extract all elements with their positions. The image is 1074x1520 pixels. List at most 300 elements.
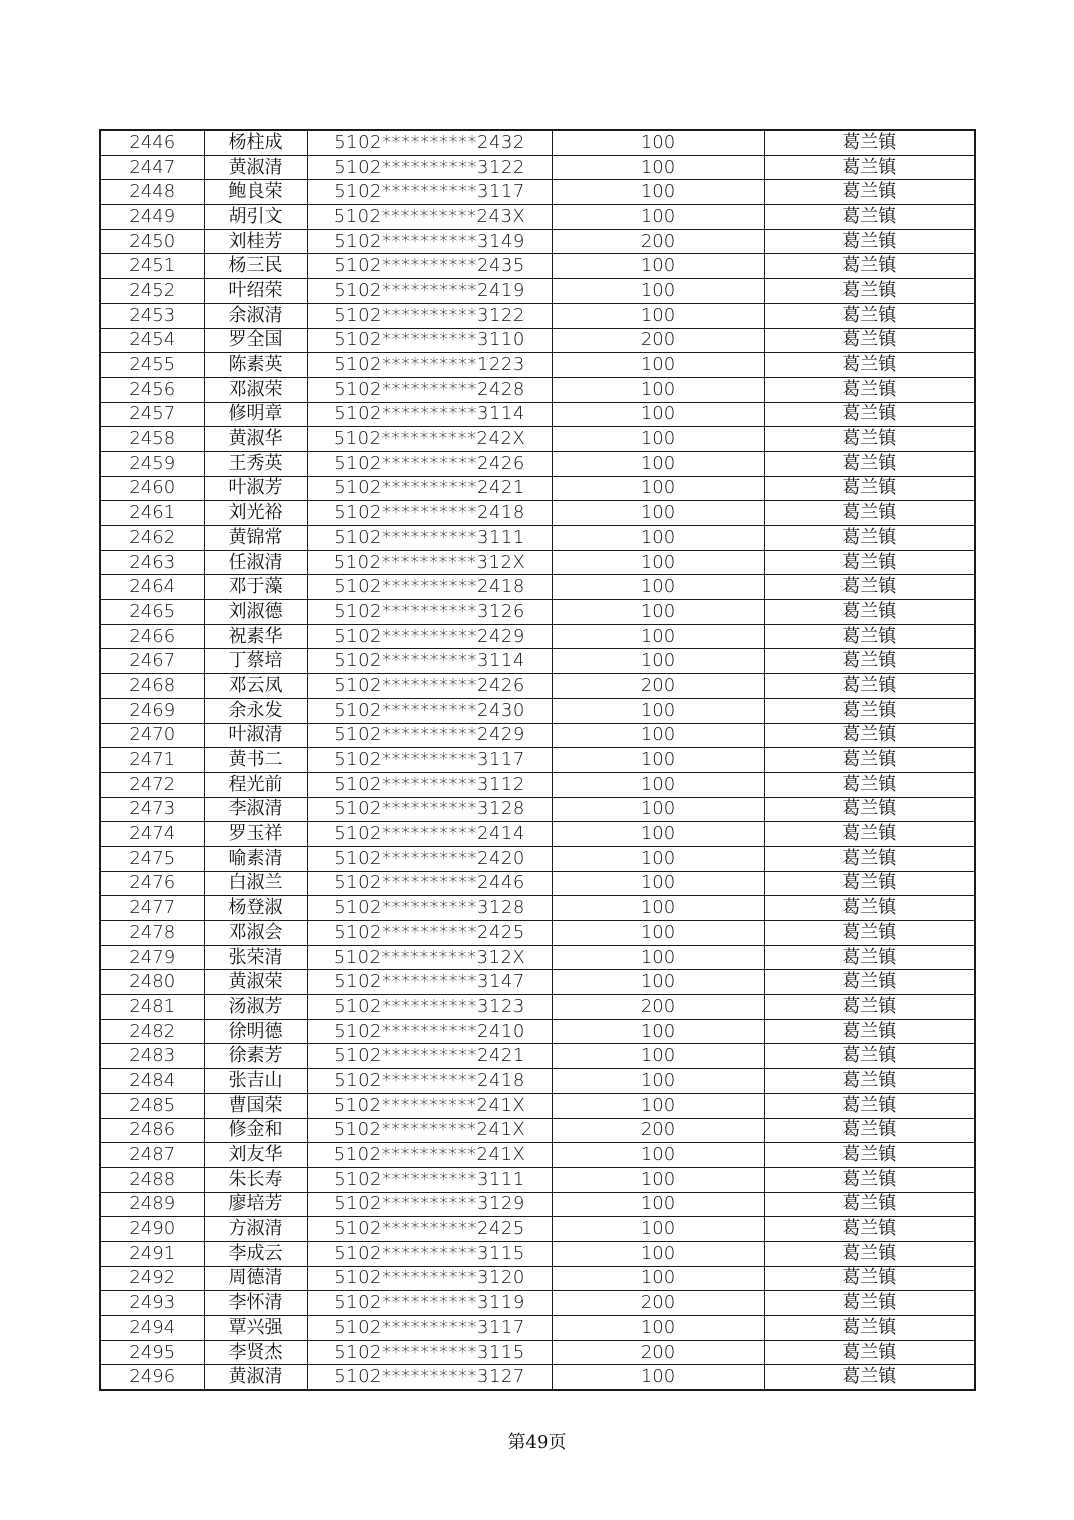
table-row	[100, 1069, 975, 1094]
name-cell: 邓淑荣	[204, 377, 307, 402]
town-cell: 葛兰镇	[764, 303, 975, 328]
id-number-cell: 5102**********2425	[307, 921, 552, 946]
row-number-cell: 2468	[100, 674, 204, 699]
amount-cell: 100	[552, 970, 764, 995]
row-number-cell: 2463	[100, 550, 204, 575]
town-cell: 葛兰镇	[764, 130, 975, 155]
town-cell: 葛兰镇	[764, 1143, 975, 1168]
name-cell: 任淑清	[204, 550, 307, 575]
name-cell: 罗全国	[204, 328, 307, 353]
id-number-cell: 5102**********2418	[307, 501, 552, 526]
amount-cell: 100	[552, 476, 764, 501]
table-row	[100, 1044, 975, 1069]
amount-cell: 100	[552, 155, 764, 180]
amount-cell: 100	[552, 772, 764, 797]
town-cell: 葛兰镇	[764, 797, 975, 822]
amount-cell: 100	[552, 822, 764, 847]
town-cell: 葛兰镇	[764, 526, 975, 551]
town-cell: 葛兰镇	[764, 871, 975, 896]
row-number-cell: 2448	[100, 180, 204, 205]
amount-cell: 200	[552, 674, 764, 699]
town-cell: 葛兰镇	[764, 1316, 975, 1341]
row-number-cell: 2464	[100, 575, 204, 600]
name-cell: 余永发	[204, 698, 307, 723]
table-row	[100, 896, 975, 921]
id-number-cell: 5102**********3120	[307, 1266, 552, 1291]
amount-cell: 100	[552, 377, 764, 402]
table-row	[100, 871, 975, 896]
amount-cell: 100	[552, 1143, 764, 1168]
id-number-cell: 5102**********3115	[307, 1340, 552, 1365]
amount-cell: 200	[552, 1340, 764, 1365]
name-cell: 程光前	[204, 772, 307, 797]
name-cell: 修金和	[204, 1118, 307, 1143]
amount-cell: 100	[552, 451, 764, 476]
table-row	[100, 328, 975, 353]
row-number-cell: 2465	[100, 600, 204, 625]
amount-cell: 100	[552, 945, 764, 970]
amount-cell: 100	[552, 649, 764, 674]
row-number-cell: 2450	[100, 229, 204, 254]
row-number-cell: 2496	[100, 1365, 204, 1390]
town-cell: 葛兰镇	[764, 1241, 975, 1266]
amount-cell: 100	[552, 1365, 764, 1390]
table-row	[100, 970, 975, 995]
town-cell: 葛兰镇	[764, 402, 975, 427]
table-row	[100, 822, 975, 847]
id-number-cell: 5102**********3111	[307, 526, 552, 551]
row-number-cell: 2469	[100, 698, 204, 723]
row-number-cell: 2449	[100, 205, 204, 230]
town-cell: 葛兰镇	[764, 1365, 975, 1390]
name-cell: 叶淑芳	[204, 476, 307, 501]
id-number-cell: 5102**********3112	[307, 772, 552, 797]
town-cell: 葛兰镇	[764, 1093, 975, 1118]
town-cell: 葛兰镇	[764, 624, 975, 649]
name-cell: 覃兴强	[204, 1316, 307, 1341]
town-cell: 葛兰镇	[764, 279, 975, 304]
table-row	[100, 303, 975, 328]
town-cell: 葛兰镇	[764, 254, 975, 279]
table-row	[100, 353, 975, 378]
id-number-cell: 5102**********3110	[307, 328, 552, 353]
table-row	[100, 921, 975, 946]
name-cell: 徐素芳	[204, 1044, 307, 1069]
id-number-cell: 5102**********3147	[307, 970, 552, 995]
table-row	[100, 205, 975, 230]
id-number-cell: 5102**********1223	[307, 353, 552, 378]
amount-cell: 100	[552, 1167, 764, 1192]
row-number-cell: 2447	[100, 155, 204, 180]
id-number-cell: 5102**********3128	[307, 797, 552, 822]
table-row	[100, 649, 975, 674]
amount-cell: 100	[552, 921, 764, 946]
table-row	[100, 254, 975, 279]
table-row	[100, 476, 975, 501]
town-cell: 葛兰镇	[764, 921, 975, 946]
amount-cell: 100	[552, 526, 764, 551]
town-cell: 葛兰镇	[764, 1044, 975, 1069]
town-cell: 葛兰镇	[764, 995, 975, 1020]
row-number-cell: 2487	[100, 1143, 204, 1168]
name-cell: 邓于藻	[204, 575, 307, 600]
name-cell: 祝素华	[204, 624, 307, 649]
town-cell: 葛兰镇	[764, 377, 975, 402]
name-cell: 李淑清	[204, 797, 307, 822]
id-number-cell: 5102**********2432	[307, 130, 552, 155]
town-cell: 葛兰镇	[764, 698, 975, 723]
town-cell: 葛兰镇	[764, 328, 975, 353]
town-cell: 葛兰镇	[764, 155, 975, 180]
amount-cell: 100	[552, 698, 764, 723]
town-cell: 葛兰镇	[764, 205, 975, 230]
name-cell: 喻素清	[204, 846, 307, 871]
name-cell: 张荣清	[204, 945, 307, 970]
name-cell: 张吉山	[204, 1069, 307, 1094]
town-cell: 葛兰镇	[764, 1266, 975, 1291]
row-number-cell: 2474	[100, 822, 204, 847]
row-number-cell: 2470	[100, 723, 204, 748]
town-cell: 葛兰镇	[764, 945, 975, 970]
roster-table	[99, 129, 976, 1391]
row-number-cell: 2488	[100, 1167, 204, 1192]
name-cell: 黄淑清	[204, 1365, 307, 1390]
town-cell: 葛兰镇	[764, 427, 975, 452]
id-number-cell: 5102**********2419	[307, 279, 552, 304]
table-row	[100, 797, 975, 822]
row-number-cell: 2484	[100, 1069, 204, 1094]
town-cell: 葛兰镇	[764, 600, 975, 625]
amount-cell: 100	[552, 1093, 764, 1118]
town-cell: 葛兰镇	[764, 772, 975, 797]
name-cell: 李贤杰	[204, 1340, 307, 1365]
table-row	[100, 1217, 975, 1242]
name-cell: 方淑清	[204, 1217, 307, 1242]
amount-cell: 200	[552, 1291, 764, 1316]
name-cell: 邓淑会	[204, 921, 307, 946]
town-cell: 葛兰镇	[764, 970, 975, 995]
row-number-cell: 2490	[100, 1217, 204, 1242]
row-number-cell: 2471	[100, 748, 204, 773]
table-row	[100, 402, 975, 427]
town-cell: 葛兰镇	[764, 649, 975, 674]
name-cell: 修明章	[204, 402, 307, 427]
row-number-cell: 2458	[100, 427, 204, 452]
roster-table-body	[100, 130, 975, 1390]
town-cell: 葛兰镇	[764, 229, 975, 254]
name-cell: 白淑兰	[204, 871, 307, 896]
name-cell: 李成云	[204, 1241, 307, 1266]
town-cell: 葛兰镇	[764, 896, 975, 921]
town-cell: 葛兰镇	[764, 501, 975, 526]
table-row	[100, 229, 975, 254]
id-number-cell: 5102**********2418	[307, 575, 552, 600]
table-row	[100, 1143, 975, 1168]
id-number-cell: 5102**********2429	[307, 624, 552, 649]
amount-cell: 100	[552, 279, 764, 304]
table-row	[100, 550, 975, 575]
town-cell: 葛兰镇	[764, 822, 975, 847]
name-cell: 余淑清	[204, 303, 307, 328]
row-number-cell: 2479	[100, 945, 204, 970]
amount-cell: 100	[552, 205, 764, 230]
amount-cell: 100	[552, 501, 764, 526]
table-row	[100, 451, 975, 476]
id-number-cell: 5102**********243X	[307, 205, 552, 230]
id-number-cell: 5102**********3128	[307, 896, 552, 921]
row-number-cell: 2466	[100, 624, 204, 649]
table-row	[100, 698, 975, 723]
table-row	[100, 772, 975, 797]
name-cell: 刘桂芳	[204, 229, 307, 254]
table-row	[100, 1291, 975, 1316]
name-cell: 刘友华	[204, 1143, 307, 1168]
table-row	[100, 674, 975, 699]
id-number-cell: 5102**********3123	[307, 995, 552, 1020]
name-cell: 曹国荣	[204, 1093, 307, 1118]
id-number-cell: 5102**********3114	[307, 402, 552, 427]
row-number-cell: 2446	[100, 130, 204, 155]
table-row	[100, 130, 975, 155]
table-row	[100, 945, 975, 970]
row-number-cell: 2494	[100, 1316, 204, 1341]
row-number-cell: 2472	[100, 772, 204, 797]
id-number-cell: 5102**********2435	[307, 254, 552, 279]
table-row	[100, 723, 975, 748]
amount-cell: 100	[552, 1217, 764, 1242]
id-number-cell: 5102**********3115	[307, 1241, 552, 1266]
town-cell: 葛兰镇	[764, 846, 975, 871]
name-cell: 廖培芳	[204, 1192, 307, 1217]
id-number-cell: 5102**********2421	[307, 476, 552, 501]
id-number-cell: 5102**********2420	[307, 846, 552, 871]
row-number-cell: 2478	[100, 921, 204, 946]
id-number-cell: 5102**********3126	[307, 600, 552, 625]
table-row	[100, 1316, 975, 1341]
name-cell: 杨柱成	[204, 130, 307, 155]
amount-cell: 200	[552, 1118, 764, 1143]
row-number-cell: 2455	[100, 353, 204, 378]
table-row	[100, 846, 975, 871]
amount-cell: 200	[552, 229, 764, 254]
name-cell: 鲍良荣	[204, 180, 307, 205]
amount-cell: 100	[552, 180, 764, 205]
amount-cell: 100	[552, 550, 764, 575]
amount-cell: 100	[552, 427, 764, 452]
id-number-cell: 5102**********3114	[307, 649, 552, 674]
id-number-cell: 5102**********2421	[307, 1044, 552, 1069]
town-cell: 葛兰镇	[764, 1069, 975, 1094]
name-cell: 叶绍荣	[204, 279, 307, 304]
row-number-cell: 2493	[100, 1291, 204, 1316]
town-cell: 葛兰镇	[764, 476, 975, 501]
table-row	[100, 995, 975, 1020]
amount-cell: 100	[552, 402, 764, 427]
table-row	[100, 427, 975, 452]
table-row	[100, 624, 975, 649]
table-row	[100, 501, 975, 526]
row-number-cell: 2489	[100, 1192, 204, 1217]
id-number-cell: 5102**********2429	[307, 723, 552, 748]
row-number-cell: 2486	[100, 1118, 204, 1143]
row-number-cell: 2459	[100, 451, 204, 476]
id-number-cell: 5102**********2428	[307, 377, 552, 402]
row-number-cell: 2460	[100, 476, 204, 501]
town-cell: 葛兰镇	[764, 550, 975, 575]
name-cell: 朱长寿	[204, 1167, 307, 1192]
amount-cell: 100	[552, 1316, 764, 1341]
name-cell: 黄书二	[204, 748, 307, 773]
id-number-cell: 5102**********312X	[307, 550, 552, 575]
table-row	[100, 1019, 975, 1044]
amount-cell: 100	[552, 1019, 764, 1044]
id-number-cell: 5102**********241X	[307, 1093, 552, 1118]
amount-cell: 100	[552, 353, 764, 378]
table-row	[100, 1093, 975, 1118]
table-row	[100, 600, 975, 625]
row-number-cell: 2480	[100, 970, 204, 995]
table-row	[100, 1192, 975, 1217]
name-cell: 黄锦常	[204, 526, 307, 551]
table-row	[100, 377, 975, 402]
row-number-cell: 2475	[100, 846, 204, 871]
id-number-cell: 5102**********3122	[307, 155, 552, 180]
name-cell: 叶淑清	[204, 723, 307, 748]
town-cell: 葛兰镇	[764, 723, 975, 748]
row-number-cell: 2495	[100, 1340, 204, 1365]
row-number-cell: 2473	[100, 797, 204, 822]
id-number-cell: 5102**********241X	[307, 1143, 552, 1168]
name-cell: 黄淑华	[204, 427, 307, 452]
row-number-cell: 2456	[100, 377, 204, 402]
table-row	[100, 1365, 975, 1390]
row-number-cell: 2485	[100, 1093, 204, 1118]
town-cell: 葛兰镇	[764, 1217, 975, 1242]
amount-cell: 100	[552, 130, 764, 155]
name-cell: 邓云凤	[204, 674, 307, 699]
table-row	[100, 1340, 975, 1365]
amount-cell: 100	[552, 846, 764, 871]
page-number: 第49页	[507, 1432, 567, 1453]
amount-cell: 200	[552, 995, 764, 1020]
town-cell: 葛兰镇	[764, 1340, 975, 1365]
amount-cell: 100	[552, 624, 764, 649]
table-row	[100, 1266, 975, 1291]
amount-cell: 100	[552, 303, 764, 328]
table-row	[100, 748, 975, 773]
town-cell: 葛兰镇	[764, 1291, 975, 1316]
amount-cell: 100	[552, 748, 764, 773]
town-cell: 葛兰镇	[764, 674, 975, 699]
table-row	[100, 526, 975, 551]
table-row	[100, 1167, 975, 1192]
row-number-cell: 2491	[100, 1241, 204, 1266]
id-number-cell: 5102**********2426	[307, 674, 552, 699]
id-number-cell: 5102**********2430	[307, 698, 552, 723]
name-cell: 杨三民	[204, 254, 307, 279]
id-number-cell: 5102**********3127	[307, 1365, 552, 1390]
town-cell: 葛兰镇	[764, 1118, 975, 1143]
amount-cell: 100	[552, 723, 764, 748]
row-number-cell: 2454	[100, 328, 204, 353]
amount-cell: 100	[552, 254, 764, 279]
row-number-cell: 2492	[100, 1266, 204, 1291]
amount-cell: 100	[552, 1192, 764, 1217]
id-number-cell: 5102**********242X	[307, 427, 552, 452]
row-number-cell: 2476	[100, 871, 204, 896]
town-cell: 葛兰镇	[764, 353, 975, 378]
name-cell: 李怀清	[204, 1291, 307, 1316]
town-cell: 葛兰镇	[764, 1019, 975, 1044]
name-cell: 刘淑德	[204, 600, 307, 625]
amount-cell: 100	[552, 871, 764, 896]
table-row	[100, 279, 975, 304]
row-number-cell: 2477	[100, 896, 204, 921]
name-cell: 汤淑芳	[204, 995, 307, 1020]
amount-cell: 200	[552, 328, 764, 353]
town-cell: 葛兰镇	[764, 748, 975, 773]
name-cell: 王秀英	[204, 451, 307, 476]
table-row	[100, 575, 975, 600]
id-number-cell: 5102**********2426	[307, 451, 552, 476]
id-number-cell: 5102**********3117	[307, 748, 552, 773]
row-number-cell: 2457	[100, 402, 204, 427]
town-cell: 葛兰镇	[764, 180, 975, 205]
row-number-cell: 2462	[100, 526, 204, 551]
id-number-cell: 5102**********3119	[307, 1291, 552, 1316]
amount-cell: 100	[552, 575, 764, 600]
town-cell: 葛兰镇	[764, 1192, 975, 1217]
town-cell: 葛兰镇	[764, 451, 975, 476]
name-cell: 胡引文	[204, 205, 307, 230]
name-cell: 陈素英	[204, 353, 307, 378]
table-row	[100, 1241, 975, 1266]
id-number-cell: 5102**********3149	[307, 229, 552, 254]
name-cell: 刘光裕	[204, 501, 307, 526]
id-number-cell: 5102**********312X	[307, 945, 552, 970]
name-cell: 黄淑荣	[204, 970, 307, 995]
id-number-cell: 5102**********241X	[307, 1118, 552, 1143]
name-cell: 丁蔡培	[204, 649, 307, 674]
amount-cell: 100	[552, 1069, 764, 1094]
table-row	[100, 1118, 975, 1143]
name-cell: 徐明德	[204, 1019, 307, 1044]
row-number-cell: 2453	[100, 303, 204, 328]
amount-cell: 100	[552, 797, 764, 822]
row-number-cell: 2483	[100, 1044, 204, 1069]
town-cell: 葛兰镇	[764, 1167, 975, 1192]
id-number-cell: 5102**********3117	[307, 1316, 552, 1341]
table-row	[100, 180, 975, 205]
id-number-cell: 5102**********2418	[307, 1069, 552, 1094]
amount-cell: 100	[552, 1044, 764, 1069]
town-cell: 葛兰镇	[764, 575, 975, 600]
id-number-cell: 5102**********3111	[307, 1167, 552, 1192]
row-number-cell: 2461	[100, 501, 204, 526]
name-cell: 罗玉祥	[204, 822, 307, 847]
row-number-cell: 2467	[100, 649, 204, 674]
name-cell: 黄淑清	[204, 155, 307, 180]
amount-cell: 100	[552, 1266, 764, 1291]
id-number-cell: 5102**********2414	[307, 822, 552, 847]
row-number-cell: 2451	[100, 254, 204, 279]
id-number-cell: 5102**********2446	[307, 871, 552, 896]
id-number-cell: 5102**********3117	[307, 180, 552, 205]
row-number-cell: 2452	[100, 279, 204, 304]
row-number-cell: 2481	[100, 995, 204, 1020]
name-cell: 杨登淑	[204, 896, 307, 921]
id-number-cell: 5102**********2425	[307, 1217, 552, 1242]
